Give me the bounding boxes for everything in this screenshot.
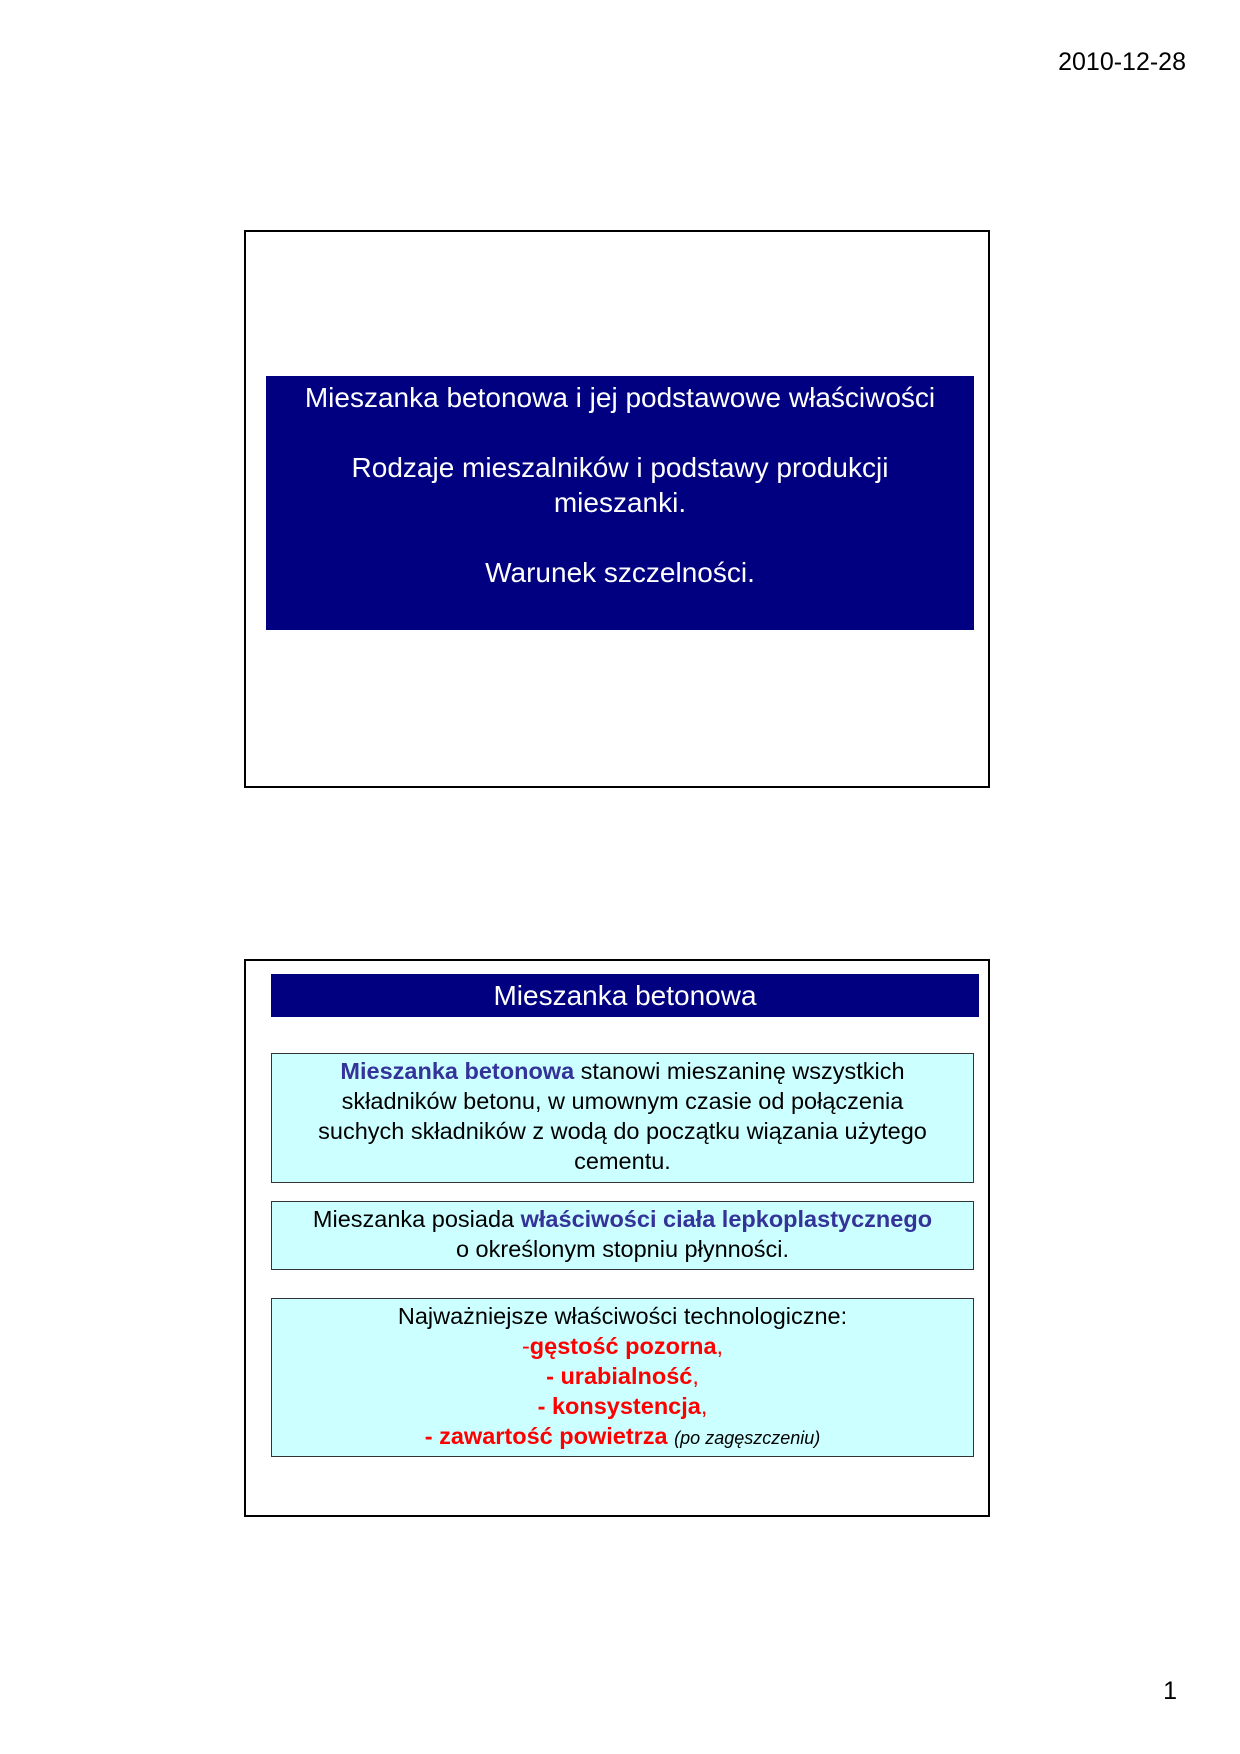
tech-item-1-dash: - — [521, 1333, 530, 1359]
slide-heading: Mieszanka betonowa — [271, 974, 979, 1017]
title-line-2: Rodzaje mieszalników i podstawy produkcji — [351, 452, 889, 483]
tech-item-1-comma: , — [716, 1333, 724, 1359]
technological-properties-box — [271, 1298, 974, 1457]
property-box — [271, 1201, 974, 1270]
tech-item-4 — [272, 1421, 973, 1453]
page-number: 1 — [1163, 1677, 1177, 1705]
tech-item-2 — [272, 1361, 973, 1391]
title-block — [266, 376, 974, 630]
tech-item-1 — [272, 1331, 973, 1361]
tech-item-4-note: (po zagęszczeniu) — [674, 1428, 821, 1448]
tech-item-3-comma: , — [700, 1393, 708, 1419]
tech-item-4-text: - zawartość powietrza — [424, 1423, 668, 1449]
page-date: 2010-12-28 — [1058, 48, 1186, 76]
tech-item-2-text: - urabialność — [546, 1363, 693, 1389]
tech-item-1-text: gęstość pozorna — [529, 1333, 717, 1359]
definition-term: Mieszanka betonowa — [340, 1058, 575, 1084]
property-line-2: o określonym stopniu płynności. — [455, 1236, 790, 1262]
slide-1 — [244, 230, 990, 788]
tech-item-3-text: - konsystencja — [537, 1393, 701, 1419]
definition-line-3: suchych składników z wodą do początku wiązania użytego — [318, 1118, 927, 1144]
definition-line-2: składników betonu, w umownym czasie od połączenia — [341, 1088, 904, 1114]
tech-intro: Najważniejsze właściwości technologiczne: — [397, 1303, 848, 1329]
slide-2 — [244, 959, 990, 1517]
title-line-1: Mieszanka betonowa i jej podstawowe właściwości — [304, 382, 936, 413]
definition-box — [271, 1053, 974, 1183]
property-line-1 — [272, 1204, 973, 1234]
definition-line-1-rest: stanowi mieszaninę wszystkich — [574, 1058, 905, 1084]
tech-item-2-comma: , — [692, 1363, 699, 1389]
tech-item-3 — [272, 1391, 973, 1421]
property-line-1-start: Mieszanka posiada — [312, 1206, 521, 1232]
property-bold: właściwości ciała lepkoplastycznego — [520, 1206, 933, 1232]
title-line-4: Warunek szczelności. — [485, 557, 755, 588]
definition-line-4: cementu. — [574, 1148, 671, 1174]
definition-line-1 — [272, 1056, 973, 1086]
title-line-3: mieszanki. — [553, 487, 687, 518]
